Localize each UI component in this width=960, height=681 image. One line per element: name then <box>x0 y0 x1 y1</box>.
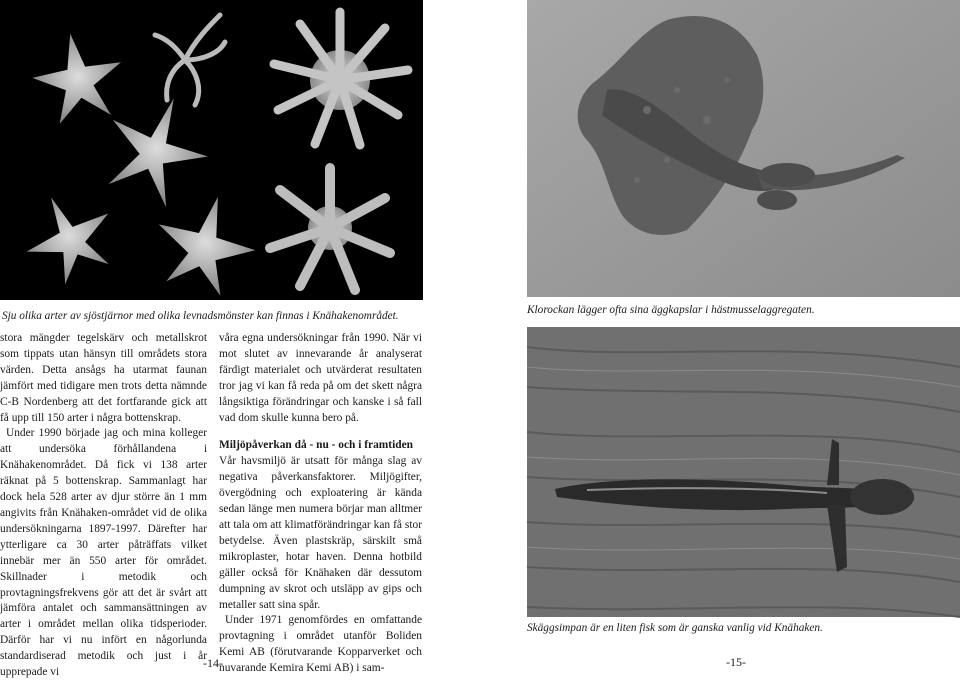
section-heading: Miljöpåverkan då - nu - och i framtiden <box>219 439 413 452</box>
starfish-photo <box>0 0 423 300</box>
paragraph: Vår havsmiljö är utsatt för många slag av negativa påverkansfaktorer. Miljögifter, övergödning och exploatering är kända sedan länge men numera börjar man alltmer att tala om att klimatförändringar kan få stor betydelse. Även plastskräp, särskilt små mikroplaster, hotar haven. Denna hotbild gäller också för Knähaken där dessutom dumpning av skrot och utsläpp av gips och metaller satt sina spår. <box>219 455 422 611</box>
paragraph: stora mängder tegelskärv och metallskrot som tippats utan hänsyn till områdets stora värden. Detta ansågs ha utarmat faunan jämfört med tidigare men trots detta nämnde C-B Nordenberg att det fortfarande gick att få upp till 150 arter i några bottenskrap. <box>0 332 207 424</box>
fish-caption: Skäggsimpan är en liten fisk som är ganska vanlig vid Knähaken. <box>527 622 823 634</box>
paragraph: Under 1990 började jag och mina kolleger att undersöka förhållandena i Knähakenområdet. Då fick vi 138 arter räknat på 5 bottenskrap. Sammanlagt har dock hela 528 arter av djur större än 1 mm angivits från Knähaken-området vid de olika undersökningarna 1897-1997. Därefter har ytterligare ca 30 arter påträffats vilket innebär mer än 550 arter för området. Skillnader i metodik och provtagningsfrekvens gör att det är svårt att jämföra antalet och sammansättningen av arter i området mellan olika tidsperioder. Därför har vi nu infört en någorlunda standardiserad metodik och just i år upprepade vi <box>0 427 207 679</box>
page-number-right: -15- <box>726 655 746 669</box>
paragraph: Under 1971 genomfördes en omfattande provtagning i området utanför Boliden Kemi AB (förutvarande Kopparverket och nuvarande Kemira Kemi AB) i sam- <box>219 614 422 675</box>
ray-photo <box>527 0 960 297</box>
ray-caption: Klorockan lägger ofta sina äggkapslar i hästmusselaggregaten. <box>527 304 815 316</box>
fish-photo <box>527 327 960 617</box>
text-column-2 <box>219 331 422 677</box>
paragraph: våra egna undersökningar från 1990. När vi mot slutet av innevarande år analyserat färdigt materialet och utvärderat resultaten tror jag vi kan få reda på om det skett några långsiktiga förändringar och kanske i så fall vad dom skulle kunna bero på. <box>219 332 422 424</box>
starfish-caption: Sju olika arter av sjöstjärnor med olika levnadsmönster kan finnas i Knähakenområdet. <box>2 310 399 322</box>
page-number-left: -14- <box>203 656 223 670</box>
text-column-1 <box>0 331 207 681</box>
